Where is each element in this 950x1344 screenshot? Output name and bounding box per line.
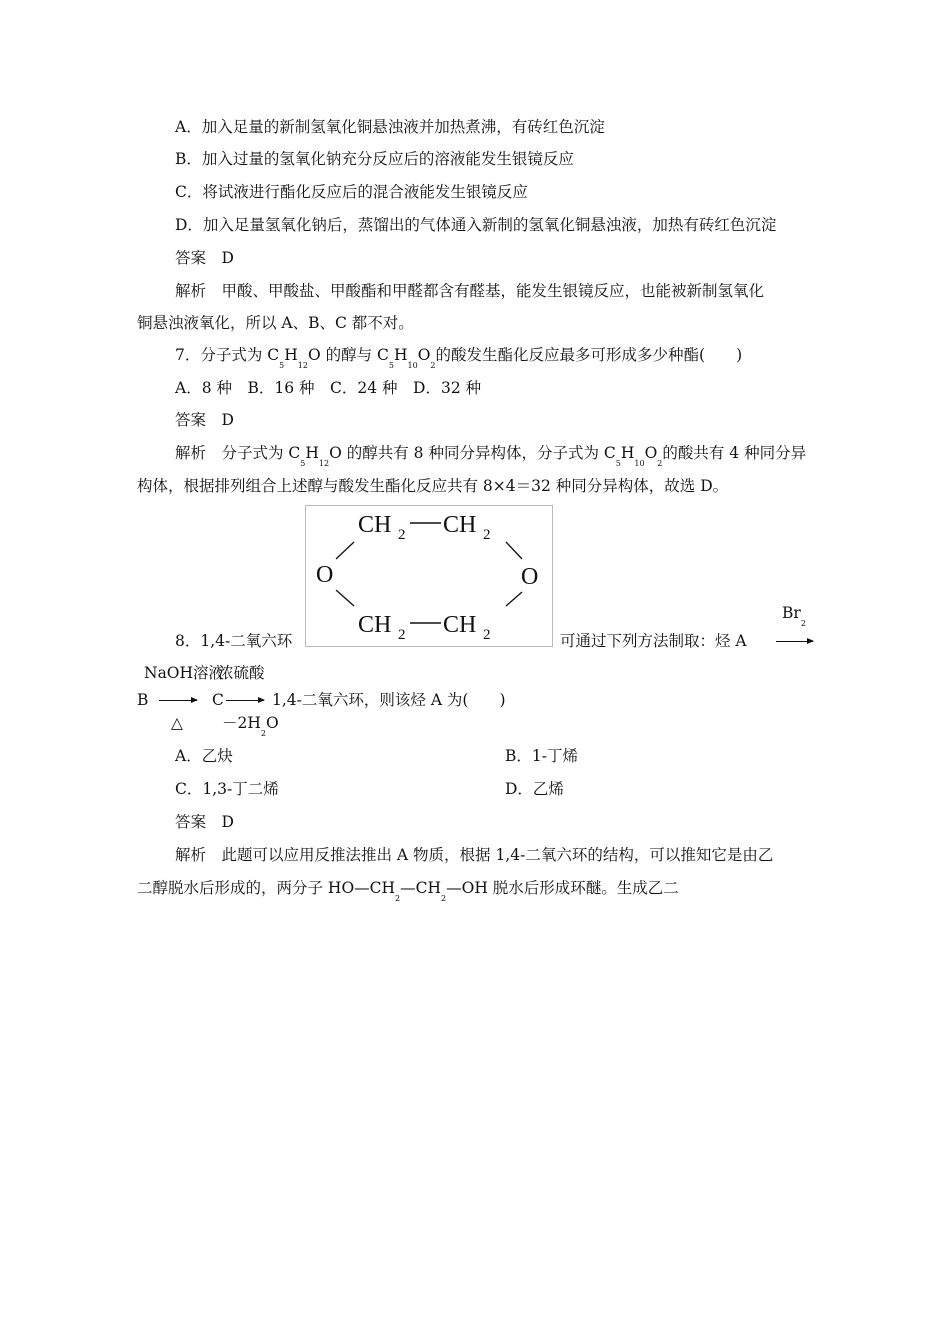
top-left-subscript: 2: [398, 527, 406, 543]
q7-analysis-text: O 的醇共有 8 种同分异构体，分子式为 C: [329, 444, 616, 462]
reaction-arrow-3: [226, 700, 264, 701]
condition-text: －2H: [222, 714, 261, 732]
bond-o-left-bottom: [336, 590, 354, 606]
dioxane-structure-svg: [306, 506, 552, 646]
q6-analysis-line2: 铜悬浊液氧化，所以 A、B、C 都不对。: [137, 314, 414, 332]
q7-analysis-text: 解析 分子式为 C: [175, 444, 301, 462]
top-right-ch-label: CH: [443, 512, 477, 538]
q7-stem-text: 7．分子式为 C: [175, 346, 280, 364]
q6-option-d: D．加入足量氢氧化钠后，蒸馏出的气体通入新制的氢氧化铜悬浊液，加热有砖红色沉淀: [175, 216, 777, 234]
q8-option-b: B．1-丁烯: [505, 747, 578, 765]
subscript: 12: [297, 361, 308, 370]
q8-stem-prefix: 8．1,4-二氧六环: [175, 632, 293, 650]
q8-analysis-text: —CH: [400, 879, 442, 897]
reagent-conc-h2so4: 浓硫酸: [218, 664, 265, 682]
bond-o-right-bottom: [506, 592, 522, 606]
q7-stem-text: O 的醇与 C: [307, 346, 389, 364]
intermediate-c: C: [212, 691, 224, 709]
bottom-right-ch-label: CH: [443, 612, 477, 638]
subscript: 2: [260, 729, 266, 738]
left-oxygen-label: O: [316, 562, 334, 588]
bottom-left-ch-label: CH: [358, 612, 392, 638]
bottom-right-subscript: 2: [483, 627, 491, 643]
subscript: 10: [407, 361, 418, 370]
condition-minus-water: [222, 713, 279, 736]
q6-analysis-line1: 解析 甲酸、甲酸盐、甲酸酯和甲醛都含有醛基，能发生银镜反应，也能被新制氢氧化: [175, 282, 765, 300]
q7-answer: 答案 D: [175, 411, 234, 429]
reaction-arrow-2: [159, 700, 197, 701]
q7-stem: [175, 345, 742, 368]
condition-heat: △: [171, 714, 183, 732]
q8-analysis-line2: [137, 878, 679, 901]
bond-o-left-top: [336, 542, 354, 559]
q7-analysis-text: H: [620, 444, 635, 462]
q6-option-b: B．加入过量的氢氧化钠充分反应后的溶液能发生银镜反应: [175, 150, 574, 168]
q8-analysis-text: —OH 脱水后形成环醚。生成乙二: [446, 879, 679, 897]
subscript: 2: [441, 894, 447, 903]
q8-stem-suffix: 可通过下列方法制取：烃 A: [560, 632, 747, 650]
q8-option-a: A．乙炔: [175, 747, 233, 765]
q7-analysis-text: 的酸共有 4 种同分异: [662, 444, 807, 462]
q7-stem-text: O: [417, 346, 431, 364]
subscript: 5: [279, 361, 285, 370]
q6-option-a: A．加入足量的新制氢氧化铜悬浊液并加热煮沸，有砖红色沉淀: [175, 118, 605, 136]
subscript: 2: [430, 361, 436, 370]
q7-stem-text: H: [393, 346, 408, 364]
q8-analysis-line1: 解析 此题可以应用反推法推出 A 物质，根据 1,4-二氧六环的结构，可以推知它是由乙: [175, 846, 774, 864]
q8-answer: 答案 D: [175, 813, 234, 831]
q7-options: A．8 种 B．16 种 C．24 种 D．32 种: [175, 379, 482, 397]
q7-stem-text: H: [284, 346, 298, 364]
subscript: 5: [300, 459, 306, 468]
subscript: 10: [634, 459, 645, 468]
subscript: 2: [800, 619, 806, 628]
subscript: 5: [388, 361, 394, 370]
reaction-arrow-1: [776, 641, 813, 642]
dioxane-structure-diagram: [305, 505, 553, 647]
subscript: 5: [615, 459, 621, 468]
q7-analysis-text: O: [644, 444, 658, 462]
top-right-subscript: 2: [483, 527, 491, 543]
q8-analysis-text: 二醇脱水后形成的，两分子 HO—CH: [137, 879, 396, 897]
q6-option-c: C．将试液进行酯化反应后的混合液能发生银镜反应: [175, 183, 528, 201]
subscript: 2: [657, 459, 663, 468]
q7-analysis-text: H: [305, 444, 319, 462]
top-left-ch-label: CH: [358, 512, 392, 538]
q7-analysis-line1: [175, 443, 806, 466]
q8-option-d: D．乙烯: [505, 780, 564, 798]
reagent-br-text: Br: [782, 604, 801, 622]
q8-option-c: C．1,3-丁二烯: [175, 780, 279, 798]
q7-stem-text: 的酸发生酯化反应最多可形成多少种酯( ): [435, 346, 743, 364]
right-oxygen-label: O: [521, 564, 539, 590]
reagent-br2: [782, 603, 806, 626]
q7-analysis-line2: 构体，根据排列组合上述醇与酸发生酯化反应共有 8×4＝32 种同分异构体，故选 D。: [137, 477, 729, 495]
condition-text: O: [265, 714, 279, 732]
subscript: 2: [395, 894, 401, 903]
bond-o-right-top: [506, 542, 522, 559]
subscript: 12: [318, 459, 330, 468]
q6-answer: 答案 D: [175, 249, 234, 267]
bottom-left-subscript: 2: [398, 627, 406, 643]
q8-stem-tail: 1,4-二氧六环，则该烃 A 为( ): [272, 691, 506, 709]
reagent-naoh: NaOH溶液: [144, 664, 225, 682]
intermediate-b: B: [137, 691, 149, 709]
